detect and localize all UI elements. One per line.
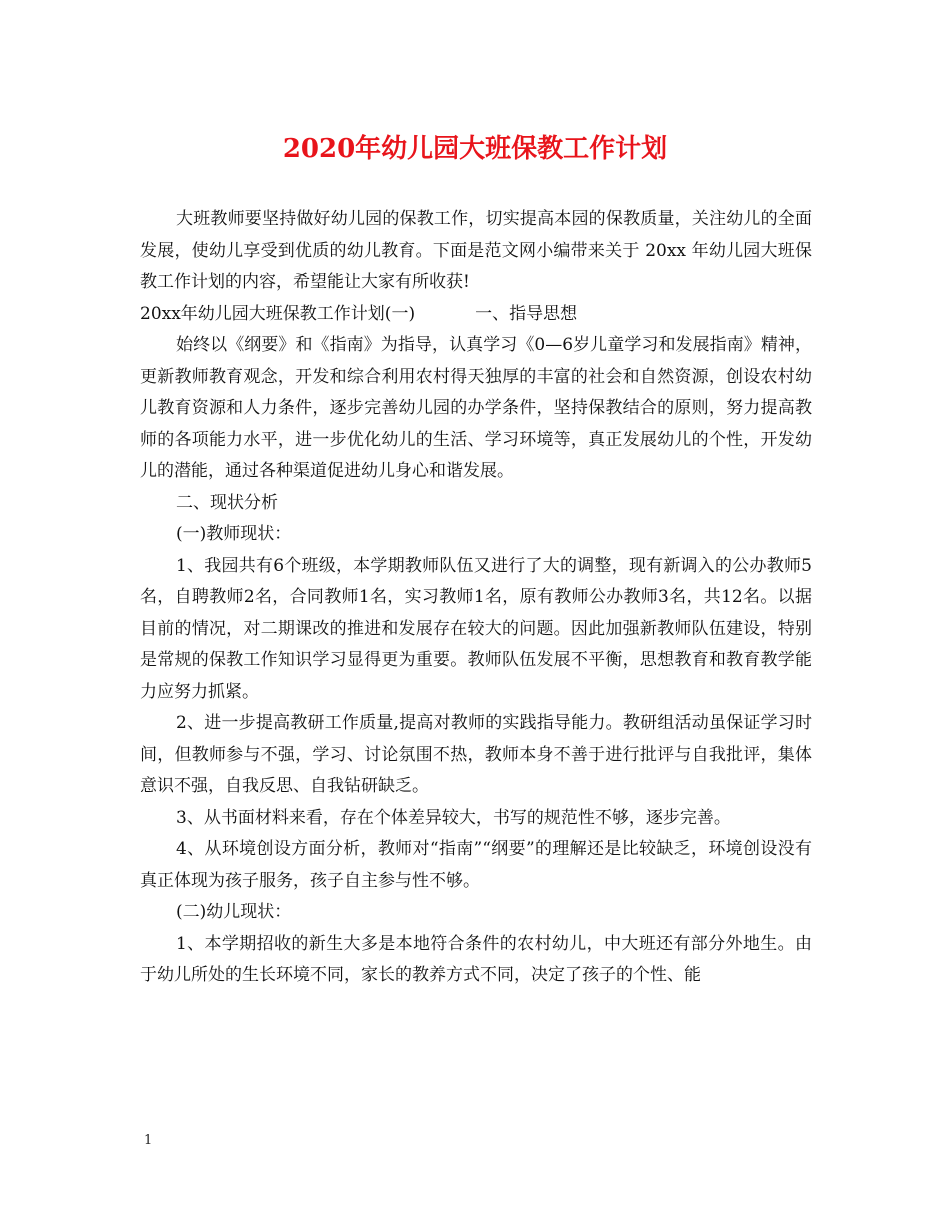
child-status-heading: (二)幼儿现状： xyxy=(176,902,292,922)
document-title: 2020年幼儿园大班保教工作计划 xyxy=(282,134,668,164)
teacher-point: 4、从环境创设方面分析，教师对“指南”“纲要”的理解还是比较缺乏，环境创设没有真正体现为孩子服务，孩子自主参与性不够。 xyxy=(140,839,812,891)
page-number: 1 xyxy=(144,1133,153,1148)
intro-paragraph: 大班教师要坚持做好幼儿园的保教工作，切实提高本园的保教质量，关注幼儿的全面发展，使幼儿享受到优质的幼儿教育。下面是范文网小编带来关于 20xx 年幼儿园大班保教工作计划的内容，希望能让大家有所收获! xyxy=(140,209,812,292)
section1-paragraph: 始终以《纲要》和《指南》为指导，认真学习《0—6岁儿童学习和发展指南》精神，更新教师教育观念，开发和综合利用农村得天独厚的丰富的社会和自然资源，创设农村幼儿教育资源和人力条件，逐步完善幼儿园的办学条件，坚持保教结合的原则，努力提高教师的各项能力水平，进一步优化幼儿的生活、学习环境等，真正发展幼儿的个性，开发幼儿的潜能，通过各种渠道促进幼儿身心和谐发展。 xyxy=(140,335,812,481)
plan-heading-line xyxy=(140,299,812,331)
section2-heading: 二、现状分析 xyxy=(176,492,278,513)
teacher-status-heading: (一)教师现状： xyxy=(176,524,292,544)
section1-heading: 一、指导思想 xyxy=(475,303,578,324)
child-point: 1、本学期招收的新生大多是本地符合条件的农村幼儿，中大班还有部分外地生。由于幼儿所处的生长环境不同，家长的教养方式不同，决定了孩子的个性、能 xyxy=(140,933,812,985)
document-body xyxy=(140,204,812,992)
teacher-point: 2、进一步提高教研工作质量,提高对教师的实践指导能力。教研组活动虽保证学习时间，但教师参与不强，学习、讨论氛围不热，教师本身不善于进行批评与自我批评，集体意识不强，自我反思、自我钻研缺乏。 xyxy=(140,713,812,796)
plan-heading: 20xx年幼儿园大班保教工作计划(一) xyxy=(140,303,416,324)
teacher-point: 1、我园共有6个班级，本学期教师队伍又进行了大的调整，现有新调入的公办教师5名，自聘教师2名，合同教师1名，实习教师1名，原有教师公办教师3名，共12名。以据目前的情况，对二期课改的推进和发展存在较大的问题。因此加强新教师队伍建设，特别是常规的保教工作知识学习显得更为重要。教师队伍发展不平衡，思想教育和教育教学能力应努力抓紧。 xyxy=(140,555,812,702)
teacher-point: 3、从书面材料来看，存在个体差异较大，书写的规范性不够，逐步完善。 xyxy=(176,807,731,828)
